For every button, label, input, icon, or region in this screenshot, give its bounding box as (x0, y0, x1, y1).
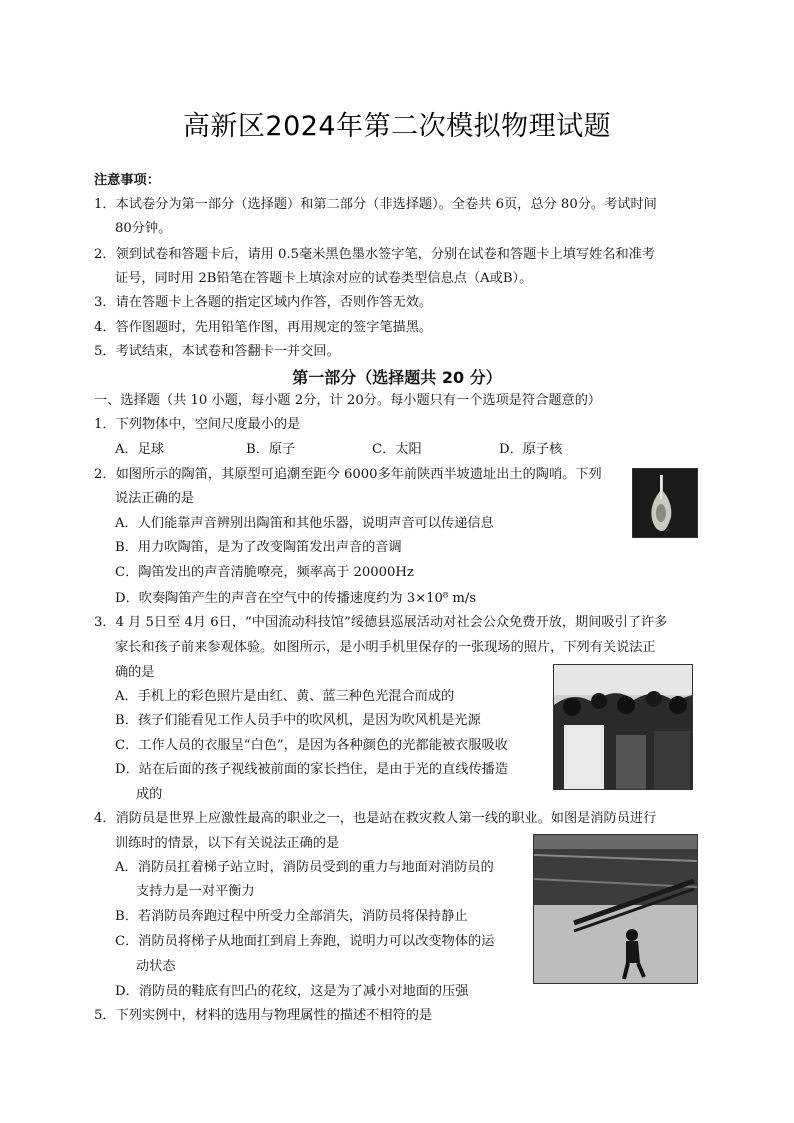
q2-option-d: D．吹奏陶笛产生的声音在空气中的传播速度约为 3×10⁸ m/s (115, 591, 477, 606)
q4-option-a: A．消防员扛着梯子站立时，消防员受到的重力与地面对消防员的 (115, 860, 494, 875)
q4-option-c: C．消防员将梯子从地面扛到肩上奔跑，说明力可以改变物体的运 (115, 934, 495, 949)
part1-heading: 第一部分（选择题共 20 分） (292, 368, 502, 387)
note-line: 证号，同时用 2B铅笔在答题卡上填涂对应的试卷类型信息点（A或B）。 (115, 271, 533, 286)
science-museum-photo (553, 664, 693, 790)
q1-option-b: B．原子 (246, 442, 296, 457)
q4-option-d: D．消防员的鞋底有凹凸的花纹，这是为了减小对地面的压强 (115, 984, 469, 999)
q1-stem: 1．下列物体中，空间尺度最小的是 (94, 417, 301, 432)
firefighter-training-photo (533, 834, 698, 984)
q2-stem: 2．如图所示的陶笛，其原型可追潮至距今 6000多年前陕西半坡遗址出土的陶哨。下列 (94, 467, 602, 482)
q3-option-d-cont: 成的 (136, 787, 163, 802)
note-line: 1．本试卷分为第一部分（选择题）和第二部分（非选择题）。全卷共 6页，总分 80分。考试时间 (94, 197, 657, 212)
q2-option-a: A．人们能靠声音辨别出陶笛和其他乐器，说明声音可以传递信息 (115, 516, 494, 531)
q3-stem: 家长和孩子前来参观体验。如图所示，是小明手机里保存的一张现场的照片，下列有关说法正 (115, 640, 656, 655)
q1-option-c: C．太阳 (372, 442, 422, 457)
q4-stem: 4．消防员是世界上应激性最高的职业之一，也是站在救灾救人第一线的职业。如图是消防员进行 (94, 811, 657, 826)
note-line: 5．考试结束，本试卷和答翻卡一并交回。 (94, 344, 340, 359)
q3-option-d: D．站在后面的孩子视线被前面的家长挡住，是由于光的直线传播造 (115, 762, 509, 777)
q4-option-b: B．若消防员奔跑过程中所受力全部消失，消防员将保持静止 (115, 909, 468, 924)
note-line: 4．答作图题时，先用铅笔作图，再用规定的签字笔描黑。 (94, 320, 433, 335)
q2-option-b: B．用力吹陶笛，是为了改变陶笛发出声音的音调 (115, 540, 402, 555)
q3-stem: 确的是 (115, 665, 155, 680)
q4-option-a-cont: 支持力是一对平衡力 (136, 884, 255, 899)
q3-option-b: B．孩子们能看见工作人员手中的吹风机，是因为吹风机是光源 (115, 713, 481, 728)
part1-instruction: 一、选择题（共 10 小题，每小题 2分，计 20分。每小题只有一个选项是符合题意的） (94, 393, 602, 408)
q1-option-d: D．原子核 (499, 442, 563, 457)
q3-option-c: C．工作人员的衣服呈“白色”，是因为各种颜色的光都能被衣服吸收 (115, 738, 508, 753)
q4-option-c-cont: 动状态 (136, 959, 176, 974)
note-line: 3．请在答题卡上各题的指定区域内作答，否则作答无效。 (94, 295, 433, 310)
q3-stem: 3．4 月 5日至 4月 6日，“中国流动科技馆”绥德县巡展活动对社会公众免费开放，期间吸引了许多 (94, 615, 668, 630)
q3-option-a: A．手机上的彩色照片是由红、黄、蓝三种色光混合而成的 (115, 689, 455, 704)
note-line: 80分钟。 (115, 221, 172, 236)
q2-stem: 说法正确的是 (115, 491, 195, 506)
ocarina-photo (632, 468, 698, 538)
q5-stem: 5．下列实例中，材料的选用与物理属性的描述不相符的是 (94, 1008, 433, 1023)
q2-option-c: C．陶笛发出的声音清脆嘹亮，频率高于 20000Hz (115, 565, 414, 580)
q1-option-a: A．足球 (115, 442, 165, 457)
exam-title: 高新区2024年第二次模拟物理试题 (182, 111, 612, 142)
note-line: 2．领到试卷和答题卡后，请用 0.5毫米黑色墨水签字笔，分别在试卷和答题卡上填写姓名和准考 (94, 247, 656, 262)
q4-stem: 训练时的情景，以下有关说法正确的是 (115, 836, 340, 851)
notes-heading: 注意事项： (94, 173, 160, 188)
